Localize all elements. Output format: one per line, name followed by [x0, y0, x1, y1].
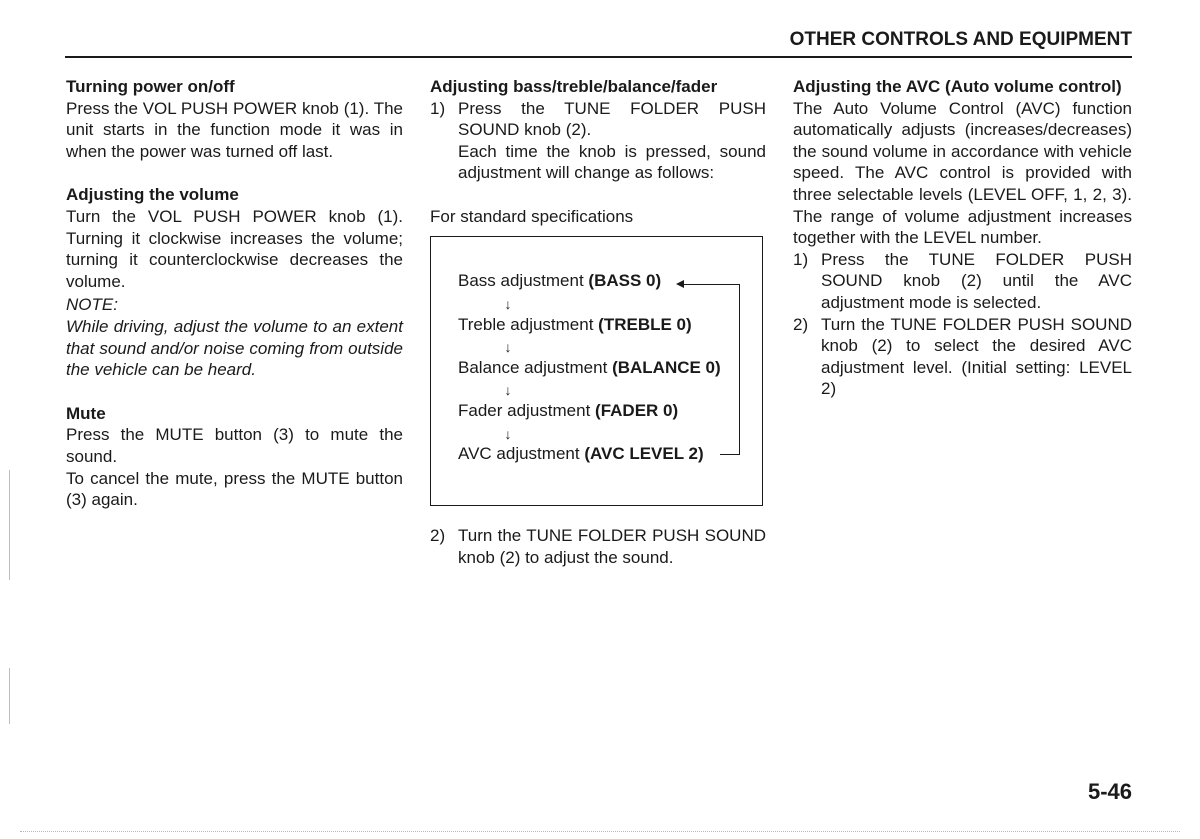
- flow-label: Balance adjustment: [458, 358, 608, 377]
- loop-arrowhead-icon: [676, 280, 684, 288]
- flow-item-balance: [458, 357, 721, 379]
- step-text: Turn the TUNE FOLDER PUSH SOUND knob (2) to select the desired AVC adjustment level. (Initial setting: LEVEL 2): [821, 314, 1132, 399]
- mute-heading: Mute: [66, 403, 106, 423]
- page-number: 5-46: [1087, 779, 1132, 804]
- mute-text: Press the MUTE button (3) to mute the sound.: [66, 425, 403, 466]
- flow-value: (BASS 0): [588, 271, 662, 290]
- flow-value: (BALANCE 0): [612, 358, 721, 377]
- sound-step-2: [430, 525, 766, 568]
- flow-value: (FADER 0): [595, 401, 679, 420]
- flow-item-fader: [458, 400, 678, 422]
- step-number: 2): [430, 526, 446, 545]
- header-rule: [65, 56, 1132, 58]
- step-text: Turn the TUNE FOLDER PUSH SOUND knob (2) to adjust the sound.: [458, 526, 766, 567]
- column-left: [66, 76, 403, 511]
- down-arrow-icon: ↓: [504, 382, 512, 398]
- flow-item-avc: [458, 443, 704, 465]
- flow-label: Fader adjustment: [458, 401, 591, 420]
- flow-label: AVC adjustment: [458, 444, 580, 463]
- sound-heading: Adjusting bass/treble/balance/fader: [430, 77, 718, 96]
- step-number: 1): [430, 98, 446, 118]
- scan-margin-line: [9, 470, 10, 580]
- loop-connector-bottom: [720, 454, 740, 455]
- step-text: Press the TUNE FOLDER PUSH SOUND knob (2).: [458, 98, 766, 140]
- spec-label: For standard specifications: [430, 206, 634, 226]
- flow-item-treble: [458, 314, 692, 336]
- sound-step-1: [430, 98, 766, 141]
- flow-value: (AVC LEVEL 2): [584, 444, 704, 463]
- page-header-title: OTHER CONTROLS AND EQUIPMENT: [789, 29, 1132, 50]
- scan-margin-line: [9, 668, 10, 724]
- power-heading: Turning power on/off: [66, 77, 235, 96]
- step-text: Press the TUNE FOLDER PUSH SOUND knob (2) until the AVC adjustment mode is selected.: [821, 249, 1132, 312]
- avc-intro: The Auto Volume Control (AVC) function automatically adjusts (increases/decreases) the sound volume in accordance with vehicle speed. The AVC control is provided with three selectable levels (LEVEL OFF, 1, 2, 3). The range of volume adjustment increases together with the LEVEL number.: [793, 98, 1132, 248]
- flow-item-bass: [458, 270, 661, 292]
- loop-connector-vertical: [739, 284, 740, 454]
- note-text: While driving, adjust the volume to an extent that sound and/or noise coming from outside the vehicle can be heard.: [66, 316, 403, 380]
- note-label: NOTE:: [66, 295, 118, 315]
- step-number: 2): [793, 314, 809, 334]
- step-number: 1): [793, 249, 809, 269]
- avc-step-2: [793, 314, 1132, 400]
- column-middle: [430, 76, 766, 228]
- volume-heading: Adjusting the volume: [66, 185, 239, 205]
- flow-value: (TREBLE 0): [598, 315, 692, 334]
- flow-label: Bass adjustment: [458, 271, 584, 290]
- down-arrow-icon: ↓: [504, 339, 512, 355]
- step-subtext: Each time the knob is pressed, sound adjustment will change as follows:: [458, 141, 766, 183]
- column-right: [793, 76, 1132, 400]
- avc-heading: Adjusting the AVC (Auto volume control): [793, 77, 1122, 96]
- power-text: Press the VOL PUSH POWER knob (1). The unit starts in the function mode it was in when the power was turned off last.: [66, 98, 403, 161]
- scan-bottom-rule: [20, 831, 1180, 833]
- mute-cancel-text: To cancel the mute, press the MUTE button (3) again.: [66, 468, 403, 510]
- avc-step-1: [793, 249, 1132, 314]
- volume-text: Turn the VOL PUSH POWER knob (1). Turning it clockwise increases the volume; turning it counterclockwise decreases the volume.: [66, 206, 403, 291]
- loop-connector-top: [684, 284, 740, 285]
- down-arrow-icon: ↓: [504, 296, 512, 312]
- down-arrow-icon: ↓: [504, 426, 512, 442]
- flow-label: Treble adjustment: [458, 315, 594, 334]
